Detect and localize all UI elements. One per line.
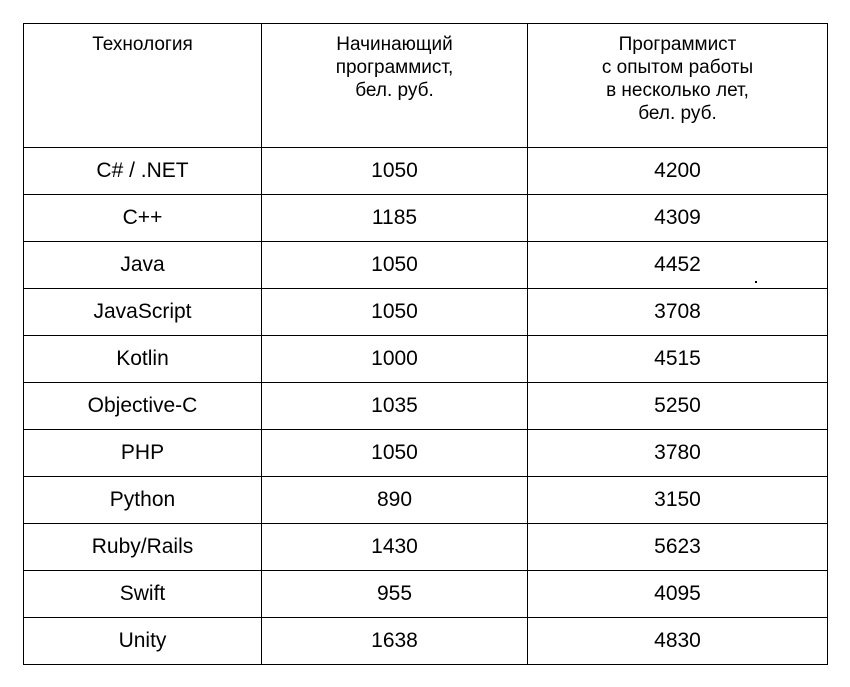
cell-technology: C++ — [24, 195, 262, 242]
cell-junior: 955 — [262, 571, 528, 618]
table-row — [24, 430, 828, 477]
cell-junior: 1638 — [262, 618, 528, 665]
cell-junior: 1050 — [262, 289, 528, 336]
cell-technology: Java — [24, 242, 262, 289]
stray-dot — [755, 281, 757, 283]
header-line: бел. руб. — [638, 103, 717, 124]
table-row — [24, 195, 828, 242]
table-row — [24, 242, 828, 289]
cell-experienced: 3708 — [528, 289, 828, 336]
cell-experienced: 5623 — [528, 524, 828, 571]
table-row — [24, 618, 828, 665]
cell-junior: 1050 — [262, 148, 528, 195]
cell-technology: JavaScript — [24, 289, 262, 336]
cell-technology: Unity — [24, 618, 262, 665]
cell-technology: Kotlin — [24, 336, 262, 383]
table-row — [24, 477, 828, 524]
cell-junior: 1185 — [262, 195, 528, 242]
cell-experienced: 4200 — [528, 148, 828, 195]
cell-experienced: 3780 — [528, 430, 828, 477]
header-line: с опытом работы — [601, 57, 754, 78]
header-junior — [262, 24, 528, 148]
table-row — [24, 383, 828, 430]
cell-experienced: 4515 — [528, 336, 828, 383]
cell-junior: 890 — [262, 477, 528, 524]
cell-technology: Python — [24, 477, 262, 524]
header-line: в несколько лет, — [606, 80, 749, 101]
header-technology — [24, 24, 262, 148]
header-line: Начинающий — [336, 34, 453, 55]
cell-experienced: 4309 — [528, 195, 828, 242]
table-row — [24, 524, 828, 571]
cell-junior: 1000 — [262, 336, 528, 383]
cell-technology: PHP — [24, 430, 262, 477]
cell-experienced: 4452 — [528, 242, 828, 289]
table-body — [24, 148, 828, 665]
table-header-row — [24, 24, 828, 148]
cell-junior: 1035 — [262, 383, 528, 430]
cell-junior: 1050 — [262, 430, 528, 477]
cell-experienced: 4830 — [528, 618, 828, 665]
cell-junior: 1050 — [262, 242, 528, 289]
table-row — [24, 571, 828, 618]
cell-experienced: 4095 — [528, 571, 828, 618]
cell-junior: 1430 — [262, 524, 528, 571]
header-line: программист, — [335, 57, 454, 78]
table-row — [24, 289, 828, 336]
header-line: Программист — [618, 34, 737, 55]
header-line: Технология — [92, 34, 193, 55]
cell-technology: Ruby/Rails — [24, 524, 262, 571]
cell-technology: Objective-C — [24, 383, 262, 430]
table-row — [24, 336, 828, 383]
cell-technology: Swift — [24, 571, 262, 618]
salary-table — [23, 23, 828, 665]
cell-experienced: 3150 — [528, 477, 828, 524]
cell-experienced: 5250 — [528, 383, 828, 430]
table-row — [24, 148, 828, 195]
header-experienced — [528, 24, 828, 148]
cell-technology: C# / .NET — [24, 148, 262, 195]
header-line: бел. руб. — [355, 80, 434, 101]
